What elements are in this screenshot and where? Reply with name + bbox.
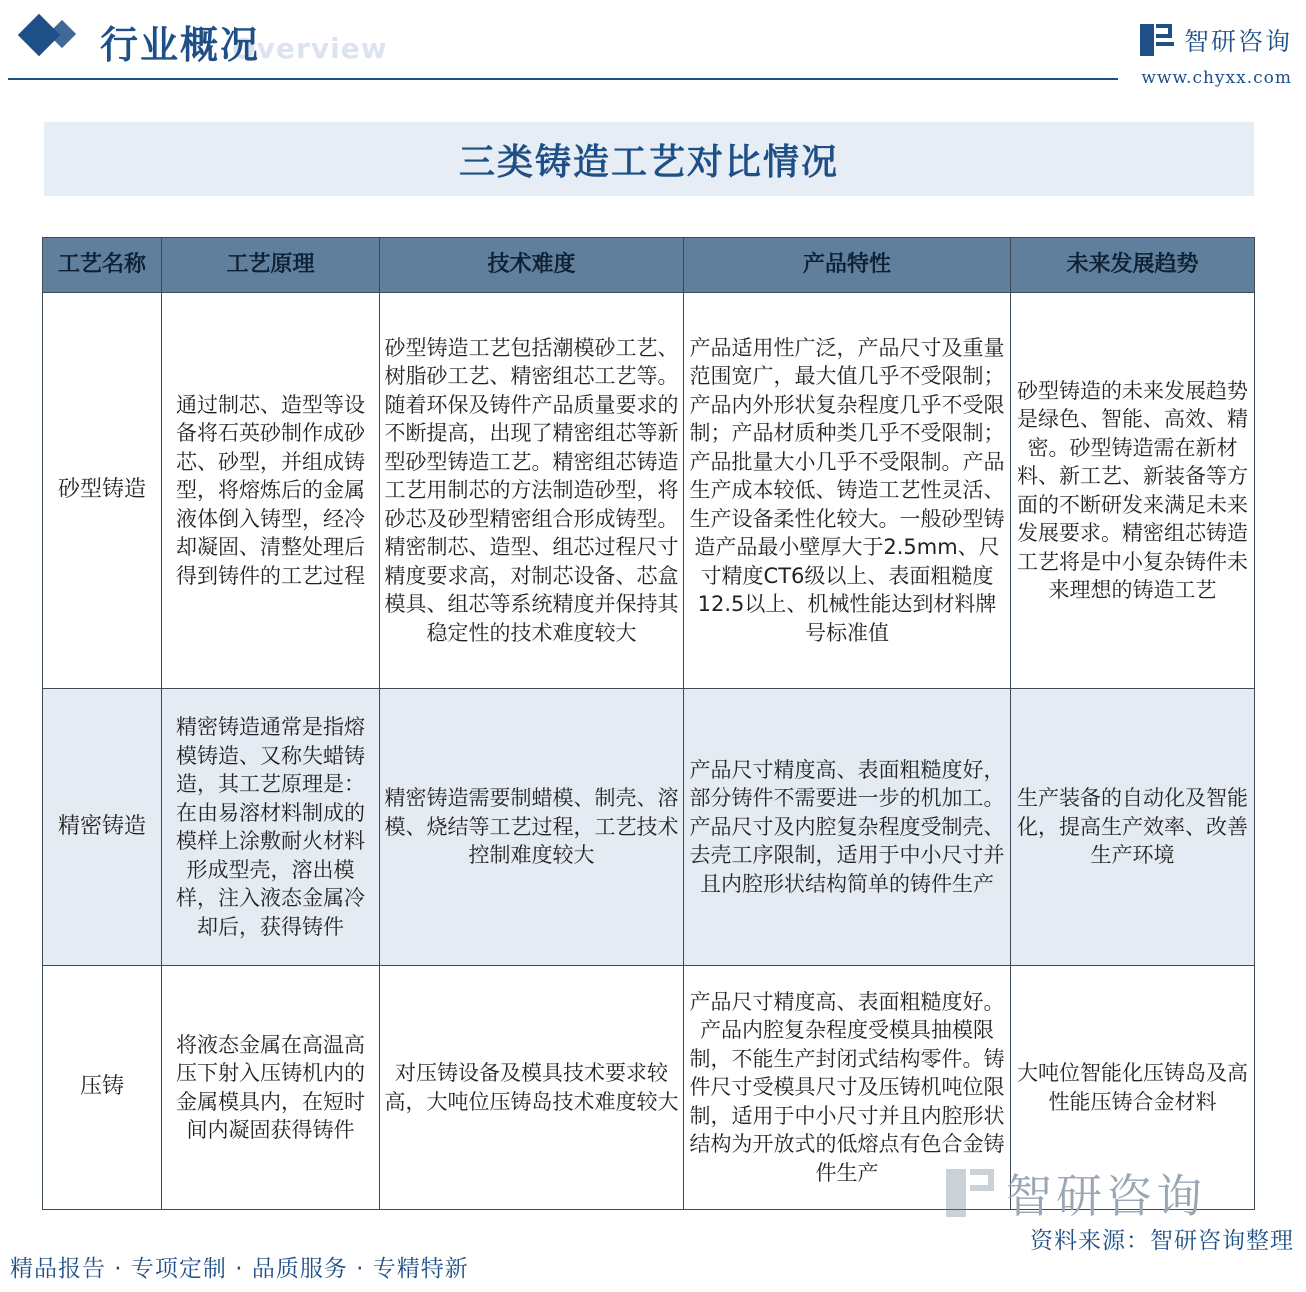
diamond-icon-small [48,20,76,48]
column-header: 工艺原理 [162,238,380,293]
main-title: 三类铸造工艺对比情况 [458,141,839,183]
column-header: 产品特性 [684,238,1011,293]
brand-logo [1140,22,1292,58]
header-subtitle: Overview [232,32,388,65]
process-name: 砂型铸造 [43,293,162,689]
data-source: 资料来源：智研咨询整理 [1030,1228,1294,1254]
column-header: 未来发展趋势 [1011,238,1255,293]
header-title: 行业概况 [100,23,261,67]
main-title-band [44,122,1254,196]
process-trend: 砂型铸造的未来发展趋势是绿色、智能、高效、精密。砂型铸造需在新材料、新工艺、新装备等方面的不断研发来满足未来发展要求。精密组芯铸造工艺将是中小复杂铸件未来理想的铸造工艺 [1011,293,1255,689]
page-header [0,0,1306,88]
process-difficulty: 砂型铸造工艺包括潮模砂工艺、树脂砂工艺、精密组芯工艺等。随着环保及铸件产品质量要求的不断提高，出现了精密组芯等新型砂型铸造工艺。精密组芯铸造工艺用制芯的方法制造砂型，将砂芯及砂型精密组合形成铸型。精密制芯、造型、组芯过程尺寸精度要求高，对制芯设备、芯盒模具、组芯等系统精度并保持其稳定性的技术难度较大 [380,293,684,689]
table-header-row [43,238,1255,293]
footer-tags: 精品报告 · 专项定制 · 品质服务 · 专精特新 [10,1256,469,1282]
process-name: 精密铸造 [43,689,162,966]
column-header: 技术难度 [380,238,684,293]
process-features: 产品尺寸精度高、表面粗糙度好，部分铸件不需要进一步的机加工。产品尺寸及内腔复杂程度受制壳、去壳工序限制，适用于中小尺寸并且内腔形状结构简单的铸件生产 [684,689,1011,966]
header-divider [8,78,1118,80]
process-trend: 大吨位智能化压铸岛及高性能压铸合金材料 [1011,966,1255,1210]
process-name: 压铸 [43,966,162,1210]
logo-name: 智研咨询 [1183,27,1292,56]
process-difficulty: 对压铸设备及模具技术要求较高，大吨位压铸岛技术难度较大 [380,966,684,1210]
table-row [43,689,1255,966]
column-header: 工艺名称 [43,238,162,293]
process-trend: 生产装备的自动化及智能化，提高生产效率、改善生产环境 [1011,689,1255,966]
process-features: 产品适用性广泛，产品尺寸及重量范围宽广，最大值几乎不受限制；产品内外形状复杂程度几乎不受限制；产品材质种类几乎不受限制；产品批量大小几乎不受限制。产品生产成本较低、铸造工艺性灵活、生产设备柔性化较大。一般砂型铸造产品最小壁厚大于2.5mm、尺寸精度CT6级以上、表面粗糙度12.5以上、机械性能达到材料牌号标准值 [684,293,1011,689]
process-principle: 精密铸造通常是指熔模铸造、又称失蜡铸造，其工艺原理是：在由易溶材料制成的模样上涂敷耐火材料形成型壳，溶出模样，注入液态金属冷却后，获得铸件 [162,689,380,966]
watermark [946,1160,1206,1226]
logo-url: www.chyxx.com [1141,68,1292,88]
comparison-table [42,237,1255,1210]
process-features: 产品尺寸精度高、表面粗糙度好。产品内腔复杂程度受模具抽模限制，不能生产封闭式结构零件。铸件尺寸受模具尺寸及压铸机吨位限制，适用于中小尺寸并且内腔形状结构为开放式的低熔点有色合金铸件生产 [684,966,1011,1210]
logo-icon [1140,24,1174,56]
process-difficulty: 精密铸造需要制蜡模、制壳、溶模、烧结等工艺过程，工艺技术控制难度较大 [380,689,684,966]
watermark-logo-icon [946,1169,996,1217]
process-principle: 将液态金属在高温高压下射入压铸机内的金属模具内，在短时间内凝固获得铸件 [162,966,380,1210]
process-principle: 通过制芯、造型等设备将石英砂制作成砂芯、砂型，并组成铸型，将熔炼后的金属液体倒入铸型，经冷却凝固、清整处理后得到铸件的工艺过程 [162,293,380,689]
table-row [43,293,1255,689]
watermark-text: 智研咨询 [1006,1169,1206,1223]
